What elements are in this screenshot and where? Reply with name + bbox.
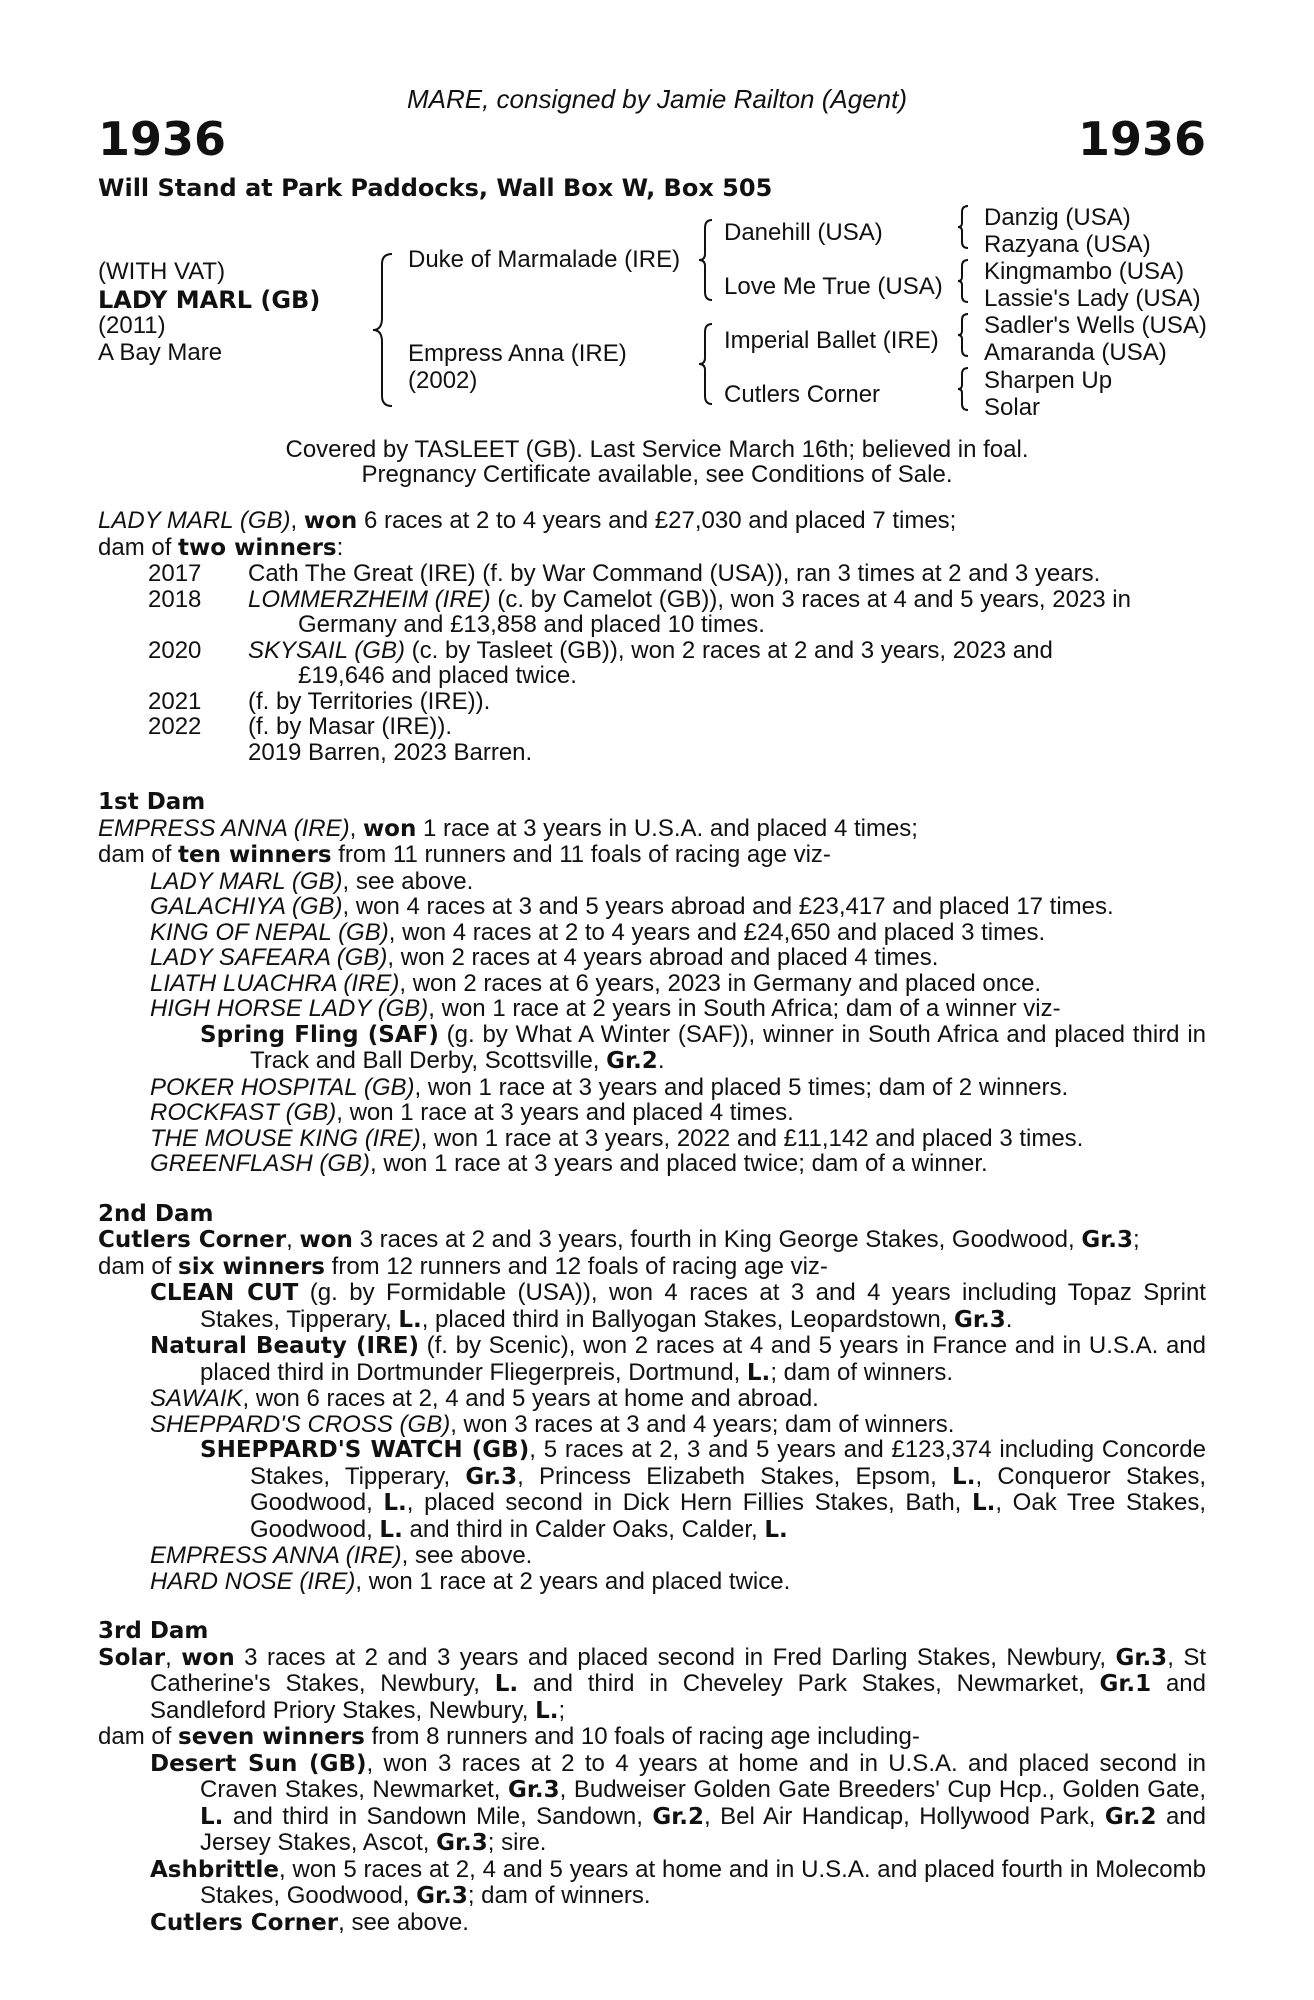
produce-list xyxy=(98,561,1206,765)
dam-dam: Cutlers Corner xyxy=(724,381,881,408)
lot-number-right: 1936 xyxy=(1077,112,1206,166)
list-item: Desert Sun (GB), won 3 races at 2 to 4 years at home and in U.S.A. and placed second in Craven Stakes, Newmarket, Gr.3, Budweiser Golden Gate Breeders' Cup Hcp., Golden Gate, L. and third in Sandown Mile, Sandown, Gr.2, Bel Air Handicap, Hollywood Park, Gr.2 and Jersey Stakes, Ascot, Gr.3; sire. xyxy=(150,1749,1206,1856)
vat-note: (WITH VAT) xyxy=(98,258,226,285)
sdd: Lassie's Lady (USA) xyxy=(984,285,1201,312)
list-item: GALACHIYA (GB), won 4 races at 3 and 5 years abroad and £23,417 and placed 17 times. xyxy=(150,893,1114,920)
list-item: LADY MARL (GB), see above. xyxy=(150,867,474,895)
horse-name: LADY MARL (GB) xyxy=(98,286,321,314)
dam-name: Empress Anna (IRE) xyxy=(408,340,627,367)
ss-brace xyxy=(956,204,970,250)
produce-row: 2017 Cath The Great (IRE) (f. by War Command (USA)), ran 3 times at 2 and 3 years. xyxy=(148,560,1101,587)
list-item: Cutlers Corner, see above. xyxy=(150,1908,469,1936)
list-item: Spring Fling (SAF) (g. by What A Winter (SAF)), winner in South Africa and placed third in Track and Ball Derby, Scottsville, Gr.2. xyxy=(200,1020,1206,1074)
produce-row: 2021 (f. by Territories (IRE)). xyxy=(148,687,491,715)
second-dam-record: Cutlers Corner, won 3 races at 2 and 3 years, fourth in King George Stakes, Goodwood, Gr.3; xyxy=(98,1226,1140,1253)
dss: Sadler's Wells (USA) xyxy=(984,312,1207,339)
list-item: LADY SAFEARA (GB), won 2 races at 4 years abroad and placed 4 times. xyxy=(150,944,939,971)
horse-year: (2011) xyxy=(98,312,166,339)
third-dam-produce: dam of seven winners from 8 runners and 10 foals of racing age including- xyxy=(98,1723,920,1750)
list-item: Natural Beauty (IRE) (f. by Scenic), won 2 races at 4 and 5 years in France and in U.S.A. and placed third in Dortmunder Fliegerpreis, Dortmund, L.; dam of winners. xyxy=(150,1332,1206,1386)
second-dam-heading: 2nd Dam xyxy=(98,1200,214,1227)
sds: Kingmambo (USA) xyxy=(984,258,1185,285)
list-item: EMPRESS ANNA (IRE), see above. xyxy=(150,1542,533,1569)
stand-location: Will Stand at Park Paddocks, Wall Box W, Box 505 xyxy=(98,174,773,202)
list-item: THE MOUSE KING (IRE), won 1 race at 3 years, 2022 and £11,142 and placed 3 times. xyxy=(150,1124,1084,1152)
dam-year: (2002) xyxy=(408,367,478,394)
dd-brace xyxy=(956,366,970,412)
ds-brace xyxy=(956,312,970,358)
sss: Danzig (USA) xyxy=(984,204,1131,231)
dds: Sharpen Up xyxy=(984,367,1113,394)
list-item: SHEPPARD'S CROSS (GB), won 3 races at 3 and 4 years; dam of winners. xyxy=(150,1410,955,1438)
list-item: Ashbrittle, won 5 races at 2, 4 and 5 years at home and in U.S.A. and placed fourth in Molecomb Stakes, Goodwood, Gr.3; dam of winners. xyxy=(150,1855,1206,1909)
dam-brace xyxy=(696,322,716,406)
list-item: KING OF NEPAL (GB), won 4 races at 2 to 4 years and £24,650 and placed 3 times. xyxy=(150,918,1046,946)
produce-summary: dam of two winners: xyxy=(98,533,344,561)
produce-row: 2022 (f. by Masar (IRE)). xyxy=(148,713,453,740)
list-item: CLEAN CUT (g. by Formidable (USA)), won 4 races at 3 and 4 years including Topaz Sprint Stakes, Tipperary, L., placed third in Ballyogan Stakes, Leopardstown, Gr.3. xyxy=(150,1279,1206,1333)
sire-sire: Danehill (USA) xyxy=(724,219,883,246)
third-dam-heading: 3rd Dam xyxy=(98,1618,209,1644)
ddd: Solar xyxy=(984,394,1041,421)
covered-line-2: Pregnancy Certificate available, see Conditions of Sale. xyxy=(361,461,953,488)
sd-brace xyxy=(956,258,970,304)
first-dam-heading: 1st Dam xyxy=(98,789,206,815)
main-brace xyxy=(370,250,396,410)
ssd: Razyana (USA) xyxy=(984,231,1151,258)
racing-record: LADY MARL (GB), won 6 races at 2 to 4 years and £27,030 and placed 7 times; xyxy=(98,507,957,534)
list-item: HARD NOSE (IRE), won 1 race at 2 years and placed twice. xyxy=(150,1567,791,1595)
horse-description: A Bay Mare xyxy=(98,339,223,366)
sire-brace xyxy=(696,218,716,302)
list-item: SAWAIK, won 6 races at 2, 4 and 5 years at home and abroad. xyxy=(150,1385,819,1412)
list-item: SHEPPARD'S WATCH (GB), 5 races at 2, 3 and 5 years and £123,374 including Concorde Stakes, Tipperary, Gr.3, Princess Elizabeth Stakes, Epsom, L., Conqueror Stakes, Goodwood, L., placed second in Dick Hern Fillies Stakes, Bath, L., Oak Tree Stakes, Goodwood, L. and third in Calder Oaks, Calder, L. xyxy=(200,1436,1207,1543)
first-dam-record: EMPRESS ANNA (IRE), won 1 race at 3 years in U.S.A. and placed 4 times; xyxy=(98,814,918,842)
produce-row: 2019 Barren, 2023 Barren. xyxy=(248,738,533,766)
list-item: LIATH LUACHRA (IRE), won 2 races at 6 years, 2023 in Germany and placed once. xyxy=(150,969,1042,997)
third-dam-record: Solar, won 3 races at 2 and 3 years and placed second in Fred Darling Stakes, Newbury, Gr.3, St Catherine's Stakes, Newbury, L. and third in Cheveley Park Stakes, Newmarket, Gr.1 and Sandleford Priory Stakes, Newbury, L.; xyxy=(98,1643,1206,1724)
produce-row: 2020 SKYSAIL (GB) (c. by Tasleet (GB)), won 2 races at 2 and 3 years, 2023 and £19,646 and placed twice. xyxy=(148,636,1053,689)
list-item: GREENFLASH (GB), won 1 race at 3 years and placed twice; dam of a winner. xyxy=(150,1150,988,1177)
covered-line-1: Covered by TASLEET (GB). Last Service March 16th; believed in foal. xyxy=(285,436,1029,463)
sire-dam: Love Me True (USA) xyxy=(724,273,943,300)
produce-row: 2018 LOMMERZHEIM (IRE) (c. by Camelot (GB)), won 3 races at 4 and 5 years, 2023 in Germany and £13,858 and placed 10 times. xyxy=(148,585,1131,638)
dsd: Amaranda (USA) xyxy=(984,339,1167,366)
second-dam-produce: dam of six winners from 12 runners and 12 foals of racing age viz- xyxy=(98,1252,828,1280)
lot-number-left: 1936 xyxy=(98,112,227,166)
list-item: POKER HOSPITAL (GB), won 1 race at 3 years and placed 5 times; dam of 2 winners. xyxy=(150,1073,1069,1101)
list-item: HIGH HORSE LADY (GB), won 1 race at 2 years in South Africa; dam of a winner viz- xyxy=(150,995,1061,1022)
dam-sire: Imperial Ballet (IRE) xyxy=(724,327,939,354)
first-dam-produce: dam of ten winners from 11 runners and 11 foals of racing age viz- xyxy=(98,841,831,868)
sire-name: Duke of Marmalade (IRE) xyxy=(408,246,681,273)
list-item: ROCKFAST (GB), won 1 race at 3 years and placed 4 times. xyxy=(150,1099,794,1126)
consignment-line: MARE, consigned by Jamie Railton (Agent) xyxy=(406,84,907,114)
catalogue-body xyxy=(98,508,1206,1936)
